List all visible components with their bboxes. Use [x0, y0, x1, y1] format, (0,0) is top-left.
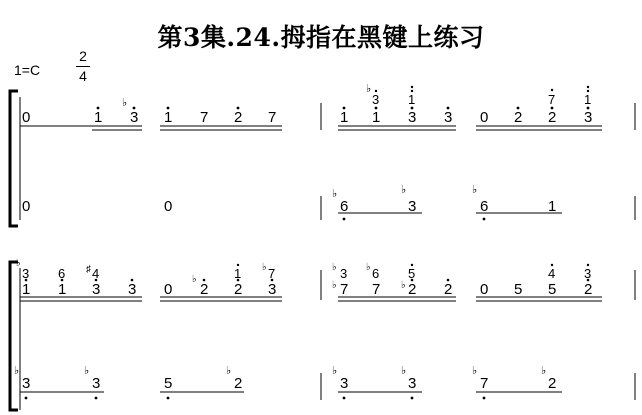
note: 1 [584, 92, 592, 107]
flat-sign: ♭ [16, 258, 21, 269]
octave-dot [587, 90, 589, 92]
octave-dot [343, 397, 346, 400]
system-1-lower [22, 184, 556, 220]
note: 7 [548, 92, 556, 107]
note: 7 [340, 281, 349, 298]
flat-sign: ♭ [262, 262, 267, 273]
octave-dot [551, 107, 554, 110]
octave-dot [411, 107, 414, 110]
note: 7 [372, 281, 381, 298]
note: 2 [234, 375, 243, 392]
note: 5 [548, 281, 557, 298]
note: 0 [164, 281, 173, 298]
system-1-upper [22, 83, 592, 126]
flat-sign: ♭ [332, 280, 337, 291]
note: 3 [408, 109, 417, 126]
note: 4 [92, 266, 100, 281]
note: 6 [372, 266, 380, 281]
note: 1 [408, 92, 416, 107]
flat-sign: ♭ [226, 365, 232, 377]
flat-sign: ♭ [401, 365, 407, 377]
octave-dot [483, 397, 486, 400]
note: 3 [340, 266, 348, 281]
note: 5 [514, 281, 523, 298]
note: 7 [268, 266, 276, 281]
system-1-bracket [10, 91, 20, 226]
octave-dot [343, 107, 346, 110]
octave-dot [375, 90, 377, 92]
octave-dot [517, 107, 520, 110]
note: 2 [548, 375, 557, 392]
note: 0 [22, 198, 31, 215]
note: 3 [128, 281, 137, 298]
flat-sign: ♭ [366, 83, 372, 95]
flat-sign: ♭ [14, 365, 20, 377]
note: 2 [444, 281, 453, 298]
octave-dot [587, 86, 589, 88]
note: 3 [268, 281, 277, 298]
note: 1 [58, 281, 67, 298]
note: 6 [480, 198, 489, 215]
note: 1 [340, 109, 349, 126]
note: 3 [372, 92, 380, 107]
time-signature-top: 2 [79, 48, 87, 64]
note: 3 [584, 266, 592, 281]
note: 1 [548, 198, 557, 215]
octave-dot [131, 279, 134, 282]
octave-dot [447, 107, 450, 110]
flat-sign: ♭ [472, 184, 478, 196]
octave-dot [587, 264, 589, 266]
flat-sign: ♭ [122, 97, 128, 109]
note: 0 [480, 109, 489, 126]
note: 7 [268, 109, 277, 126]
flat-sign: ♭ [401, 184, 407, 196]
flat-sign: ♭ [472, 365, 478, 377]
key-signature: 1=C [14, 62, 41, 78]
note: 3 [584, 109, 593, 126]
octave-dot [343, 218, 346, 221]
note: 3 [92, 281, 101, 298]
flat-sign: ♭ [192, 274, 197, 285]
octave-dot [237, 264, 239, 266]
octave-dot [203, 279, 206, 282]
score-title: 第3集.24.拇指在黑键上练习 [157, 23, 485, 52]
octave-dot [411, 90, 413, 92]
flat-sign: ♭ [332, 188, 338, 200]
barlines [321, 103, 635, 400]
octave-dot [411, 397, 414, 400]
flat-sign: ♭ [332, 365, 338, 377]
flat-sign: ♭ [541, 365, 547, 377]
octave-dot [411, 264, 413, 266]
octave-dot [237, 107, 240, 110]
note: 7 [480, 375, 489, 392]
note: 5 [408, 266, 416, 281]
octave-dot [483, 218, 486, 221]
beams [20, 126, 602, 392]
flat-sign: ♭ [332, 262, 337, 273]
note: 1 [22, 281, 31, 298]
note: 1 [372, 109, 381, 126]
flat-sign: ♭ [366, 262, 371, 273]
flat-sign: ♭ [401, 280, 406, 291]
note: 3 [408, 198, 417, 215]
octave-dot [25, 397, 28, 400]
note: 5 [164, 375, 173, 392]
note: 2 [234, 109, 243, 126]
octave-dot [95, 397, 98, 400]
system-2-lower [14, 365, 556, 399]
note: 7 [200, 109, 209, 126]
note: 6 [340, 198, 349, 215]
octave-dot [375, 107, 378, 110]
note: 1 [164, 109, 173, 126]
octave-dot [447, 279, 450, 282]
note: 1 [234, 266, 242, 281]
flat-sign: ♭ [84, 365, 90, 377]
note: 3 [22, 375, 31, 392]
octave-dot [587, 107, 590, 110]
note: 2 [514, 109, 523, 126]
octave-dot [167, 107, 170, 110]
note: 4 [548, 266, 556, 281]
octave-dot [411, 86, 413, 88]
octave-dot [167, 397, 170, 400]
sharp-sign: ♯ [86, 264, 91, 275]
note: 2 [584, 281, 593, 298]
octave-dot [133, 107, 136, 110]
note: 3 [444, 109, 453, 126]
note: 2 [200, 281, 209, 298]
octave-dot [97, 107, 100, 110]
system-2-bracket [10, 262, 20, 410]
note: 0 [164, 198, 173, 215]
note: 2 [408, 281, 417, 298]
note: 1 [94, 109, 103, 126]
note: 3 [408, 375, 417, 392]
octave-dot [551, 89, 553, 91]
note: 2 [548, 109, 557, 126]
octave-dot [551, 264, 553, 266]
note: 0 [22, 109, 31, 126]
note: 6 [58, 266, 66, 281]
note: 3 [340, 375, 349, 392]
time-signature-bottom: 4 [79, 68, 87, 84]
system-2-upper [16, 258, 592, 298]
note: 0 [480, 281, 489, 298]
note: 3 [22, 266, 30, 281]
note: 3 [130, 109, 139, 126]
note: 2 [234, 281, 243, 298]
note: 3 [92, 375, 101, 392]
